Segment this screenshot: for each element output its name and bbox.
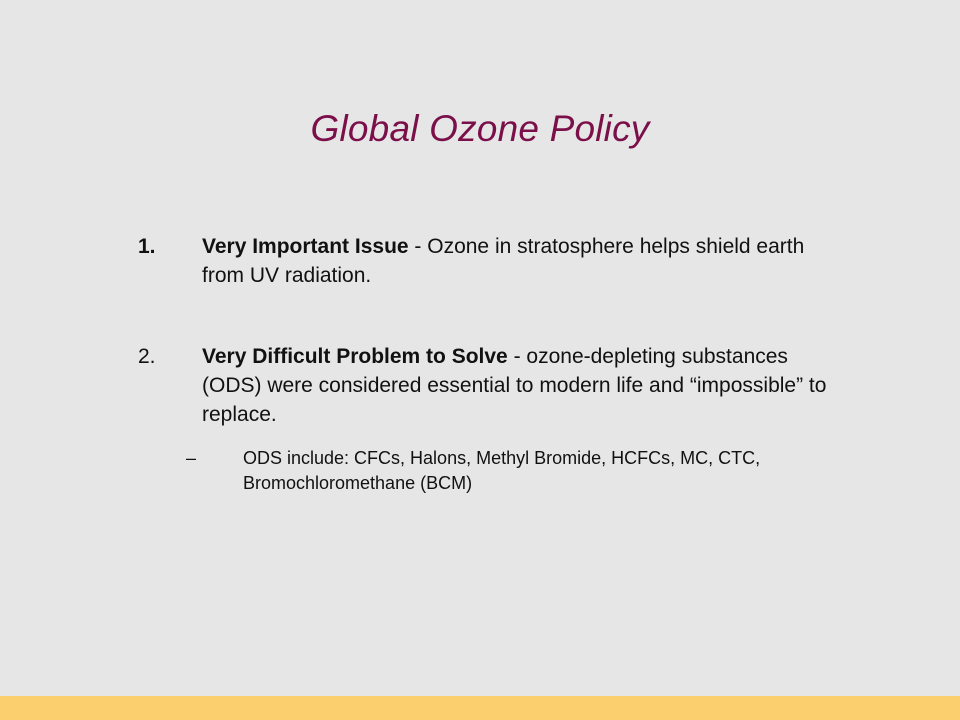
list-item-text: - Ozone in stratosphere helps shield earth from UV radiation. bbox=[202, 235, 805, 287]
list-item-2 bbox=[138, 342, 838, 429]
sub-list-item bbox=[186, 446, 826, 496]
list-item-heading: Very Difficult Problem to Solve bbox=[202, 345, 508, 368]
list-item-1 bbox=[138, 232, 838, 290]
list-item-body bbox=[202, 232, 838, 290]
list-item-text: - ozone-depleting substances (ODS) were considered essential to modern life and “impossible” to replace. bbox=[202, 345, 827, 426]
bottom-accent-bar bbox=[0, 696, 960, 720]
list-item-number: 1. bbox=[138, 235, 156, 258]
list-item-heading: Very Important Issue bbox=[202, 235, 409, 258]
slide-title: Global Ozone Policy bbox=[310, 108, 650, 149]
sub-list-item-text: ODS include: CFCs, Halons, Methyl Bromide, HCFCs, MC, CTC, Bromochloromethane (BCM) bbox=[243, 448, 761, 493]
list-item-body bbox=[202, 342, 838, 429]
dash-bullet: – bbox=[186, 448, 197, 468]
list-item-number: 2. bbox=[138, 345, 156, 368]
